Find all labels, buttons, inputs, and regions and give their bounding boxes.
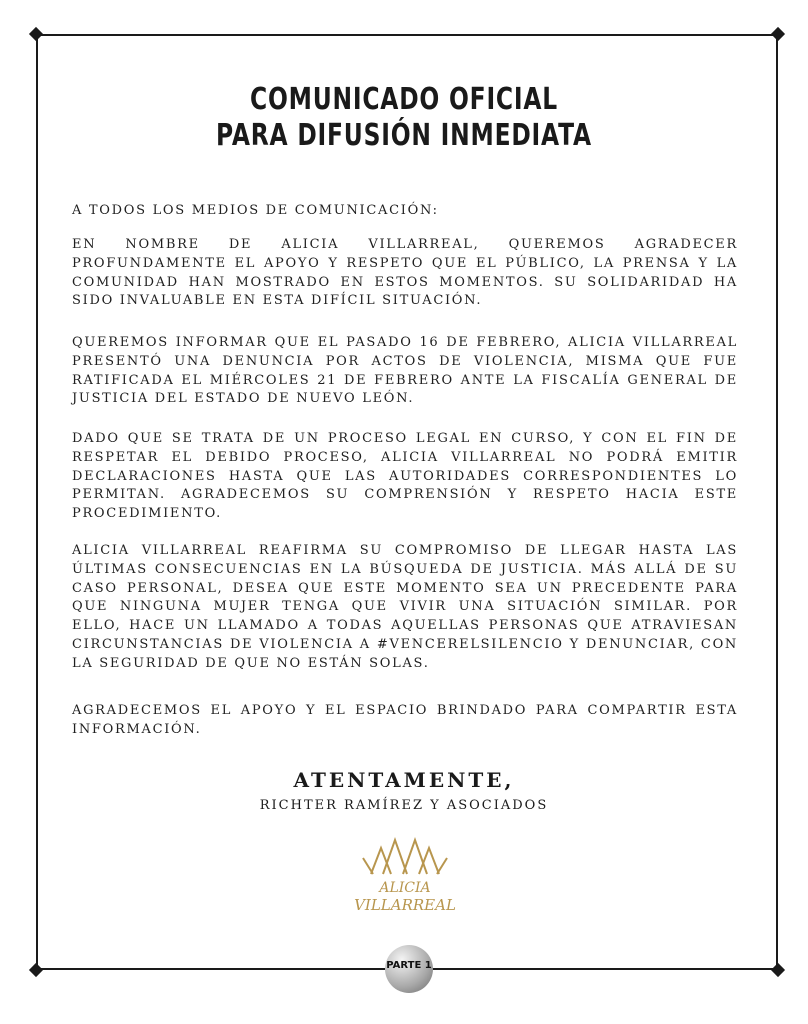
crown-logo-icon <box>363 840 447 874</box>
salutation: A TODOS LOS MEDIOS DE COMUNICACIÓN: <box>72 203 439 218</box>
closing-salutation: ATENTAMENTE, <box>293 768 515 792</box>
document-title-line1: COMUNICADO OFICIAL <box>250 82 558 117</box>
parte-1-badge-text: PARTE 1 <box>386 960 432 971</box>
alicia-villarreal-logo <box>349 834 461 916</box>
paragraph-complaint: QUEREMOS INFORMAR QUE EL PASADO 16 DE FEBRERO, ALICIA VILLARREAL PRESENTÓ UNA DENUNCIA POR ACTOS DE VIOLENCIA, MISMA QUE FUE RATIFICADA EL MIÉRCOLES 21 DE FEBRERO ANTE LA FISCALÍA GENERAL DE JUSTICIA DEL ESTADO DE NUEVO LEÓN. <box>72 335 738 407</box>
document-title-line2: PARA DIFUSIÓN INMEDIATA <box>216 118 592 153</box>
paragraph-legal-process: DADO QUE SE TRATA DE UN PROCESO LEGAL EN CURSO, Y CON EL FIN DE RESPETAR EL DEBIDO PROCESO, ALICIA VILLARREAL NO PODRÁ EMITIR DECLARACIONES HASTA QUE LAS AUTORIDADES CORRESPONDIENTES LO PERMITAN. AGRADECEMOS SU COMPRENSIÓN Y RESPETO HACIA ESTE PROCEDIMIENTO. <box>72 431 738 522</box>
logo-text-first-name: ALICIA <box>379 880 431 896</box>
signatory-name: RICHTER RAMÍREZ Y ASOCIADOS <box>259 798 549 813</box>
logo-text-last-name: VILLARREAL <box>354 896 456 914</box>
paragraph-thanks: AGRADECEMOS EL APOYO Y EL ESPACIO BRINDADO PARA COMPARTIR ESTA INFORMACIÓN. <box>72 703 738 737</box>
paragraph-commitment: ALICIA VILLARREAL REAFIRMA SU COMPROMISO DE LLEGAR HASTA LAS ÚLTIMAS CONSECUENCIAS EN LA BÚSQUEDA DE JUSTICIA. MÁS ALLÁ DE SU CASO PERSONAL, DESEA QUE ESTE MOMENTO SEA UN PRECEDENTE PARA QUE NINGUNA MUJER TENGA QUE VIVIR UNA SITUACIÓN SIMILAR. POR ELLO, HACE UN LLAMADO A TODAS AQUELLAS PERSONAS QUE ATRAVIESAN CIRCUNSTANCIAS DE VIOLENCIA A #VENCERELSILENCIO Y DENUNCIAR, CON LA SEGURIDAD DE QUE NO ESTÁN SOLAS. <box>72 543 738 671</box>
paragraph-gratitude: EN NOMBRE DE ALICIA VILLARREAL, QUEREMOS AGRADECER PROFUNDAMENTE EL APOYO Y RESPETO QUE EL PÚBLICO, LA PRENSA Y LA COMUNIDAD HAN MOSTRADO EN ESTOS MOMENTOS. SU SOLIDARIDAD HA SIDO INVALUABLE EN ESTA DIFÍCIL SITUACIÓN. <box>72 237 738 309</box>
